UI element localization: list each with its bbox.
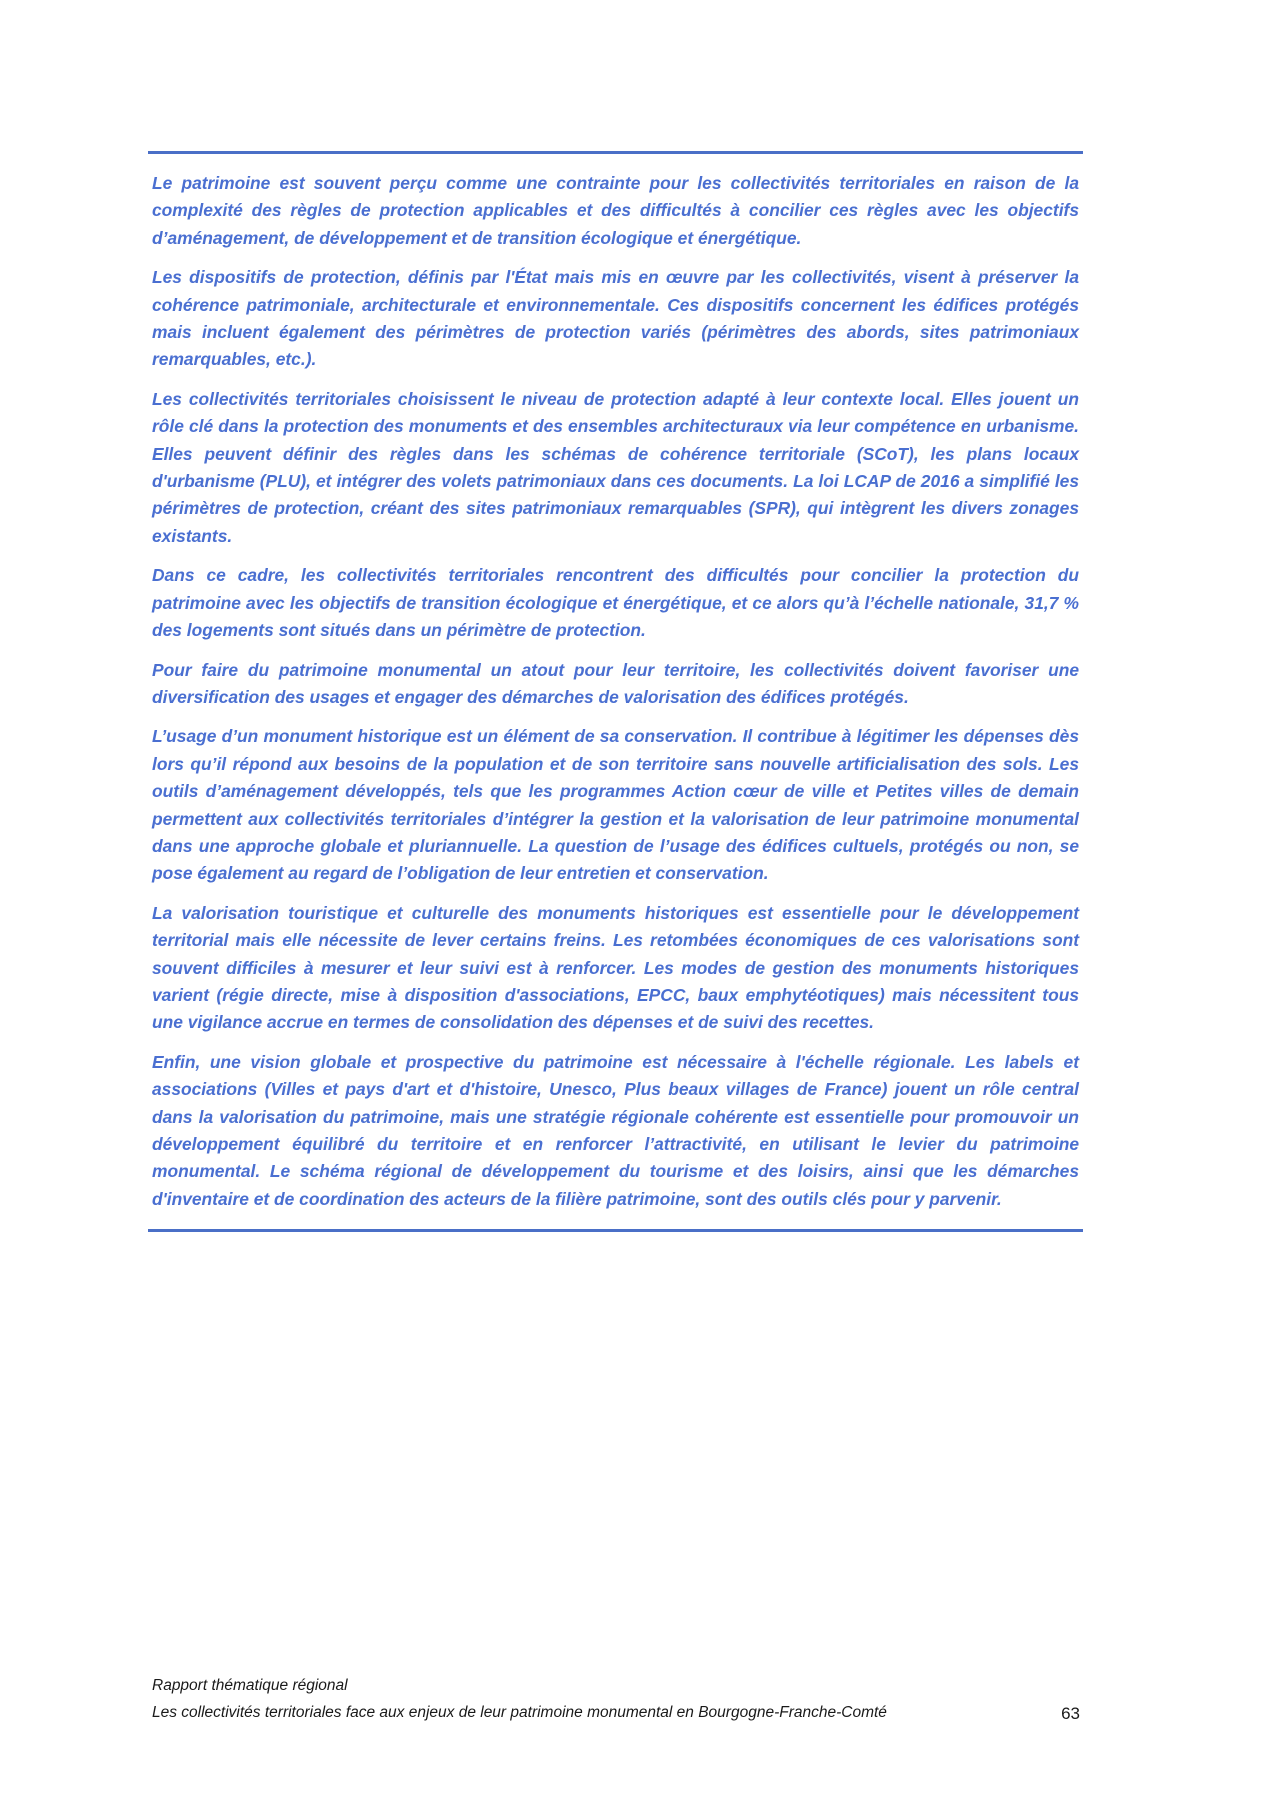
summary-box xyxy=(148,151,1083,1232)
footer-report-title: Les collectivités territoriales face aux enjeux de leur patrimoine monumental en Bourgogne-Franche-Comté xyxy=(152,1704,887,1721)
summary-paragraph: La valorisation touristique et culturelle des monuments historiques est essentielle pour le développement territorial mais elle nécessite de lever certains freins. Les retombées économiques de ces valorisations sont souvent difficiles à mesurer et leur suivi est à renforcer. Les modes de gestion des monuments historiques varient (régie directe, mise à disposition d'associations, EPCC, baux emphytéotiques) mais nécessitent tous une vigilance accrue en termes de consolidation des dépenses et de suivi des recettes. xyxy=(152,902,1079,1033)
page-footer xyxy=(152,1672,1082,1726)
summary-paragraph: Les dispositifs de protection, définis par l'État mais mis en œuvre par les collectivités, visent à préserver la cohérence patrimoniale, architecturale et environnementale. Ces dispositifs concernent les édifices protégés mais incluent également des périmètres de protection variés (périmètres des abords, sites patrimoniaux remarquables, etc.). xyxy=(152,267,1079,370)
page-number: 63 xyxy=(1061,1704,1080,1723)
footer-report-type: Rapport thématique régional xyxy=(152,1677,348,1694)
summary-paragraph: Enfin, une vision globale et prospective du patrimoine est nécessaire à l'échelle régionale. Les labels et associations (Villes et pays d'art et d'histoire, Unesco, Plus beaux villages de France) jouent un rôle central dans la valorisation du patrimoine, mais une stratégie régionale cohérente est essentielle pour promouvoir un développement équilibré du territoire et en renforcer l’attractivité, en utilisant le levier du patrimoine monumental. Le schéma régional de développement du tourisme et des loisirs, ainsi que les démarches d'inventaire et de coordination des acteurs de la filière patrimoine, sont des outils clés pour y parvenir. xyxy=(152,1051,1079,1209)
summary-paragraph: Pour faire du patrimoine monumental un atout pour leur territoire, les collectivités doivent favoriser une diversification des usages et engager des démarches de valorisation des édifices protégés. xyxy=(152,659,1079,707)
summary-paragraph: Les collectivités territoriales choisissent le niveau de protection adapté à leur contexte local. Elles jouent un rôle clé dans la protection des monuments et des ensembles architecturaux via leur compétence en urbanisme. Elles peuvent définir des règles dans les schémas de cohérence territoriale (SCoT), les plans locaux d'urbanisme (PLU), et intégrer des volets patrimoniaux dans ces documents. La loi LCAP de 2016 a simplifié les périmètres de protection, créant des sites patrimoniaux remarquables (SPR), qui intègrent les divers zonages existants. xyxy=(152,388,1079,546)
summary-paragraph: Le patrimoine est souvent perçu comme une contrainte pour les collectivités territoriales en raison de la complexité des règles de protection applicables et des difficultés à concilier ces règles avec les objectifs d’aménagement, de développement et de transition écologique et énergétique. xyxy=(152,173,1079,248)
summary-paragraph: Dans ce cadre, les collectivités territoriales rencontrent des difficultés pour concilier la protection du patrimoine avec les objectifs de transition écologique et énergétique, et ce alors qu’à l’échelle nationale, 31,7 % des logements sont situés dans un périmètre de protection. xyxy=(152,565,1079,641)
summary-paragraph: L’usage d’un monument historique est un élément de sa conservation. Il contribue à légitimer les dépenses dès lors qu’il répond aux besoins de la population et de son territoire sans nouvelle artificialisation des sols. Les outils d’aménagement développés, tels que les programmes Action cœur de ville et Petites villes de demain permettent aux collectivités territoriales d’intégrer la gestion et la valorisation de leur patrimoine monumental dans une approche globale et pluriannuelle. La question de l’usage des édifices cultuels, protégés ou non, se pose également au regard de l’obligation de leur entretien et conservation. xyxy=(152,726,1079,884)
